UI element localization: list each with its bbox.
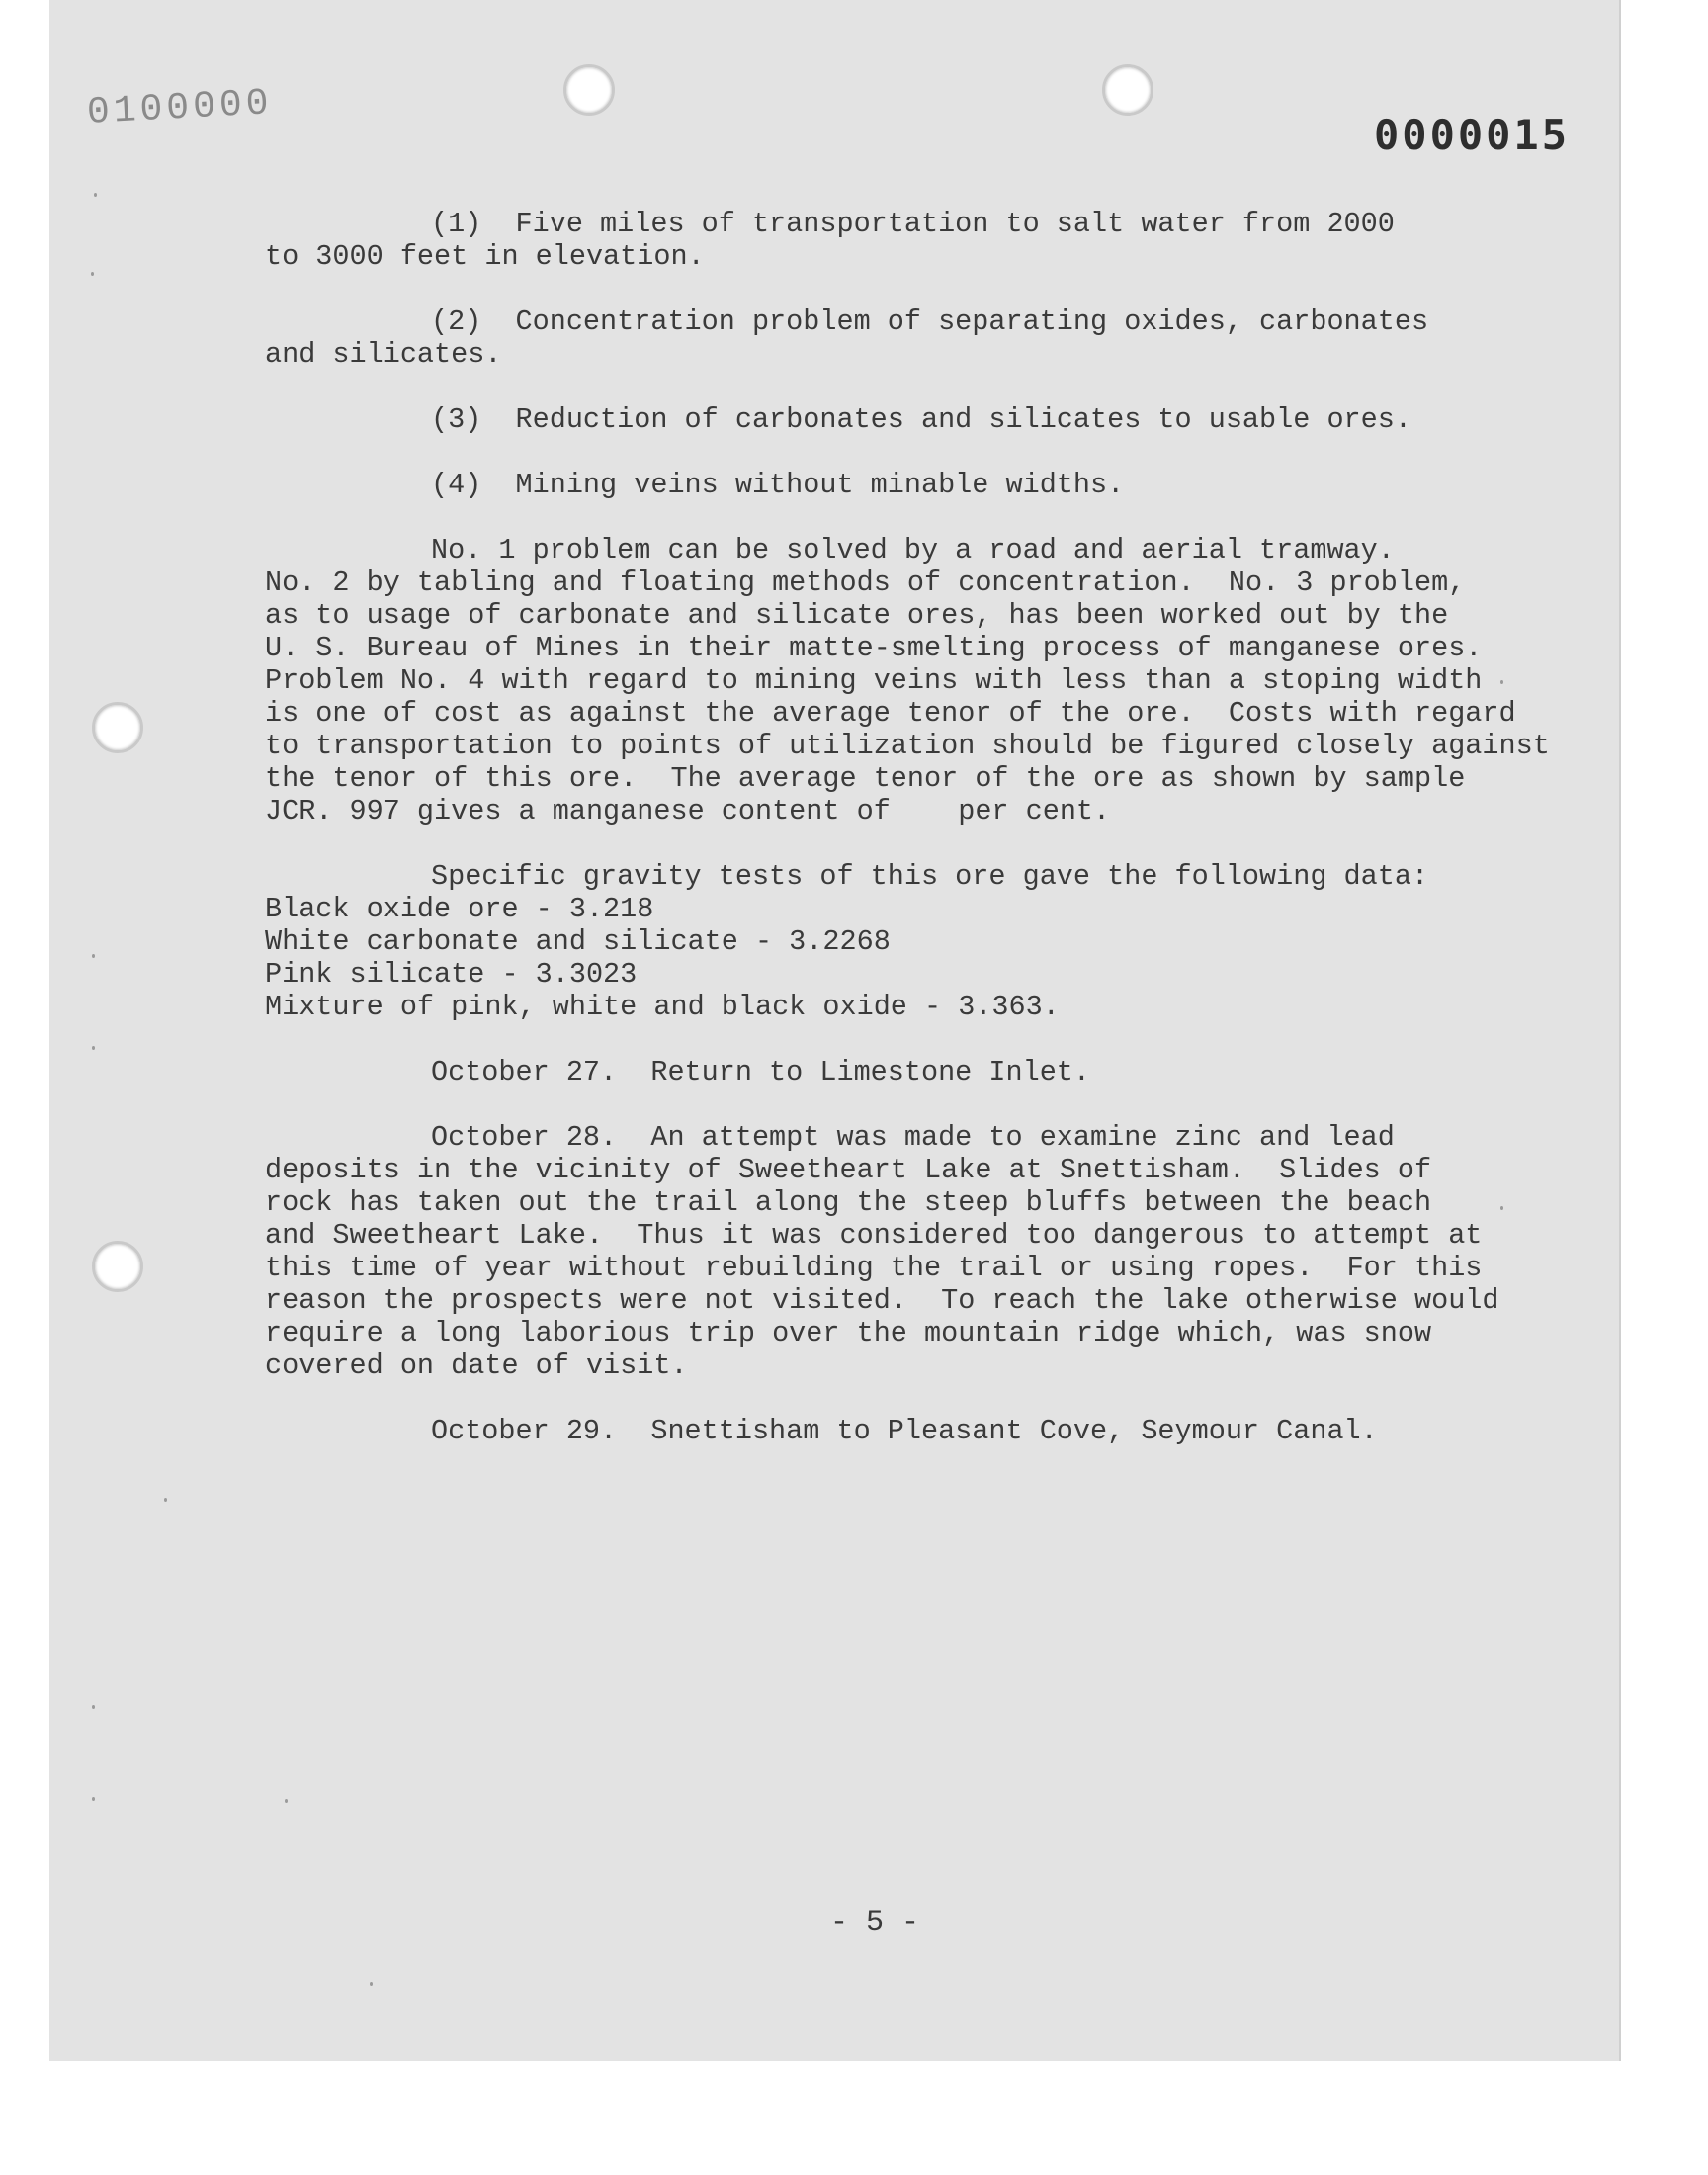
list-item-1: (1) Five miles of transportation to salt water from 2000 to 3000 feet in elevation. xyxy=(265,208,1395,273)
october-29-entry: October 29. Snettisham to Pleasant Cove, Seymour Canal. xyxy=(431,1415,1378,1447)
punch-hole-top-right xyxy=(1102,64,1153,116)
punch-hole-side-upper xyxy=(92,702,143,753)
october-28-entry: October 28. An attempt was made to examine zinc and lead deposits in the vicinity of Sweetheart Lake at Snettisham. Slides of rock has taken out the trail along the steep bluffs between the beach and Sweetheart Lake. Thus it was considered too dangerous to attempt at this time of year without rebuilding the trail or using ropes. For this reason the prospects were not visited. To reach the lake otherwise would require a long laborious trip over the mountain ridge which, was snow covered on date of visit. xyxy=(265,1121,1499,1382)
list-item-4: (4) Mining veins without minable widths. xyxy=(431,469,1125,501)
gravity-line: Pink silicate - 3.3023 xyxy=(265,958,638,991)
page-serial-number: 0000015 xyxy=(1374,111,1571,159)
list-item-3: (3) Reduction of carbonates and silicates to usable ores. xyxy=(431,403,1411,436)
gravity-line: Black oxide ore - 3.218 xyxy=(265,893,654,925)
punch-hole-side-lower xyxy=(92,1241,143,1292)
punch-hole-top-left xyxy=(563,64,615,116)
document-body xyxy=(265,208,1589,1447)
problems-paragraph: No. 1 problem can be solved by a road and aerial tramway. No. 2 by tabling and floating methods of concentration. No. 3 problem, as to usage of carbonate and silicate ores, has been worked out by the U. S. Bureau of Mines in their matte-smelting process of manganese ores. Problem No. 4 with regard to mining veins with less than a stoping width is one of cost as against the average tenor of the ore. Costs with regard to transportation to points of utilization should be figured closely against the tenor of this ore. The average tenor of the ore as shown by sample JCR. 997 gives a manganese content of per cent. xyxy=(265,534,1550,827)
gravity-line: Mixture of pink, white and black oxide - 3.363. xyxy=(265,991,1060,1023)
list-item-2: (2) Concentration problem of separating oxides, carbonates and silicates. xyxy=(265,305,1429,371)
gravity-line: White carbonate and silicate - 3.2268 xyxy=(265,925,891,958)
specific-gravity-paragraph: Specific gravity tests of this ore gave the following data: Black oxide ore - 3.218 White carbonate and silicate - 3.2268 Pink silicate - 3.3023 Mixture of pink, white and black oxide - 3.363. xyxy=(265,860,1589,1023)
left-archive-stamp: 0100000 xyxy=(86,82,274,134)
october-27-entry: October 27. Return to Limestone Inlet. xyxy=(431,1056,1091,1088)
page-number: - 5 - xyxy=(830,1906,920,1940)
document-page xyxy=(49,0,1619,2061)
